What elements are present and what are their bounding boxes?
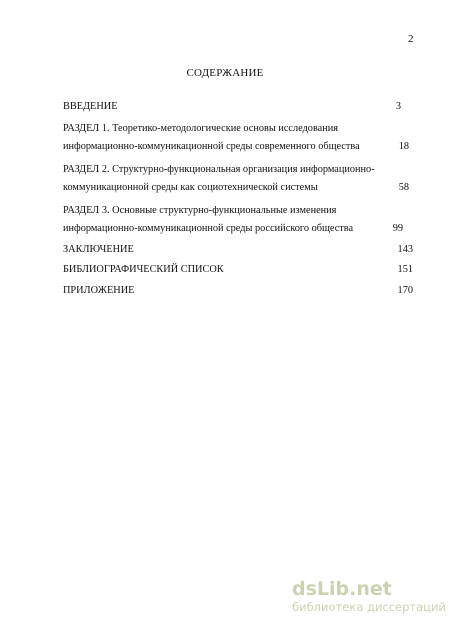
toc-entry-conclusion[interactable]	[63, 241, 413, 260]
toc-entry-text: ЗАКЛЮЧЕНИЕ	[63, 243, 134, 255]
toc-title: СОДЕРЖАНИЕ	[186, 67, 264, 79]
toc-entry-text: РАЗДЕЛ 1. Теоретико-методологические основы исследования	[63, 122, 339, 134]
toc-entry-text: информационно-коммуникационной среды современного общества	[63, 141, 360, 152]
toc-entry-text: коммуникационной среды как социотехнической системы	[63, 182, 318, 193]
watermark-logo: dsLib.net	[292, 578, 392, 600]
toc-entry-section-2[interactable]	[63, 161, 413, 198]
toc-entry-page: 143	[397, 243, 413, 255]
watermark-tagline: библиотека диссертаций	[292, 600, 446, 614]
toc-entry-section-1[interactable]	[63, 120, 413, 157]
toc-entry-bibliography[interactable]	[63, 261, 413, 280]
toc-entry-page: 99	[392, 223, 403, 234]
table-of-contents	[63, 98, 413, 300]
toc-entry-text: БИБЛИОГРАФИЧЕСКИЙ СПИСОК	[63, 264, 224, 275]
toc-entry-page: 18	[398, 141, 409, 152]
toc-entry-text: РАЗДЕЛ 2. Структурно-функциональная организация информационно-	[63, 163, 375, 175]
toc-entry-introduction[interactable]	[63, 98, 413, 117]
toc-entry-page: 170	[397, 284, 413, 296]
watermark	[292, 580, 450, 614]
toc-entry-page: 58	[398, 182, 409, 193]
toc-entry-text: ВВЕДЕНИЕ	[63, 101, 118, 112]
page-number: 2	[408, 33, 414, 45]
toc-entry-appendix[interactable]	[63, 282, 413, 301]
toc-entry-text: РАЗДЕЛ 3. Основные структурно-функциональные изменения	[63, 204, 337, 216]
toc-entry-text: информационно-коммуникационной среды российского общества	[63, 223, 354, 234]
toc-entry-page: 3	[395, 101, 401, 112]
toc-entry-page: 151	[397, 264, 413, 275]
toc-entry-section-3[interactable]	[63, 202, 413, 239]
toc-entry-text: ПРИЛОЖЕНИЕ	[63, 284, 135, 296]
